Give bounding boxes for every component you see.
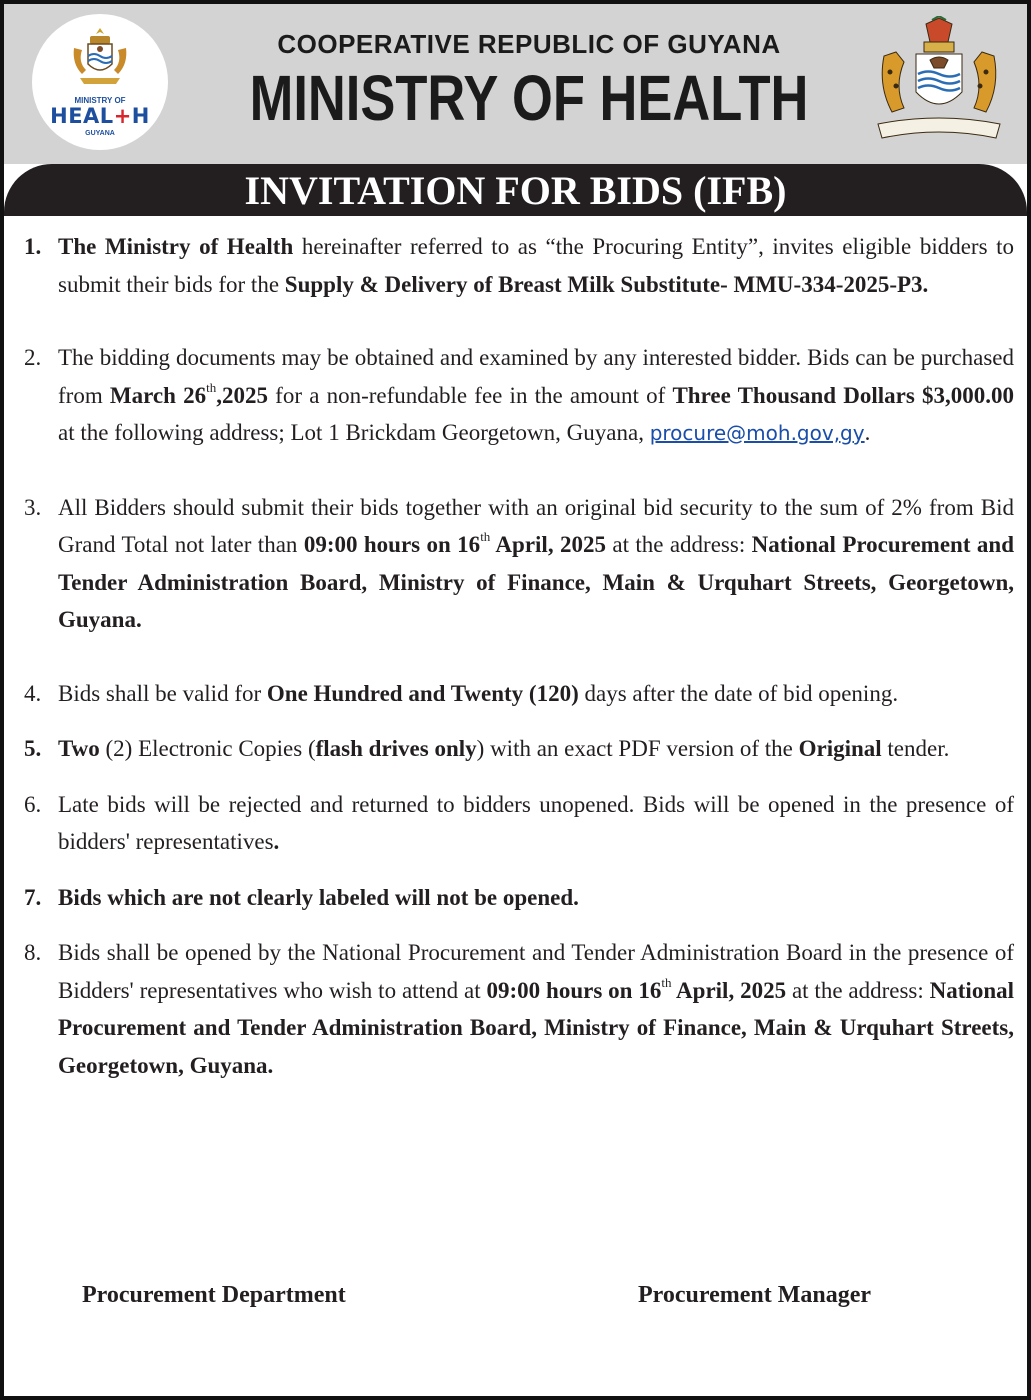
list-item [24,879,1014,917]
item-text: days after the date of bid opening. [578,680,899,706]
item-text: The bidding documents may be obtained and examined by any interested bidder. Bids can be purchased from [58,345,1014,408]
item-text-bold: March 26 [109,382,207,408]
item-text-bold: National Procurement and Tender Administration Board, Ministry of Finance, Main & Urquhart Streets, Georgetown, Guyana. [58,532,1014,632]
ordinal-suffix: th [206,379,217,395]
ordinal-suffix: th [480,529,491,545]
item-number: 6. [24,791,42,817]
item-text-bold: Two [58,736,100,761]
item-number: 1. [24,234,42,259]
ministry-of-health-logo [32,14,168,150]
item-text: tender. [881,736,950,761]
item-text: for a non-refundable fee in the amount of [267,382,673,408]
item-text-bold: Supply & Delivery of Breast Milk Substitute- MMU-334-2025-P3. [284,271,929,297]
item-text: at the following address; Lot 1 Brickdam Georgetown, Guyana, [58,420,650,445]
list-item [24,675,1014,713]
signature-procurement-manager: Procurement Manager [638,1282,872,1308]
list-item [24,228,1014,303]
logo-heal: HEAL [50,104,114,128]
item-text-bold: flash drives only [315,736,477,761]
item-text-bold: Three Thousand Dollars $3,000.00 [672,382,1014,408]
item-text: Late bids will be rejected and returned to bidders unopened. Bids will be opened in the presence of bidders' representatives [58,791,1014,854]
header [4,4,1027,164]
item-number: 8. [24,940,42,965]
item-text-bold: Original [798,736,882,761]
list-item [24,489,1014,639]
list-item [24,339,1014,453]
national-coat-of-arms-icon [874,16,1004,144]
item-number: 7. [24,884,42,910]
item-text-bold: 09:00 hours on 16 [486,977,662,1003]
item-text: All Bidders should submit their bids together with an original bid security to the sum of 2% from Bid Grand Total not later than [58,494,1014,557]
email-link[interactable]: procure@moh.gov,gy [649,421,865,445]
item-text: hereinafter referred to as “the Procuring Entity”, invites eligible bidders to submit their bids for the [58,234,1014,297]
item-text-bold: One Hundred and Twenty (120) [266,680,579,706]
item-number: 4. [24,680,42,706]
logo-guyana: GUYANA [85,130,115,137]
item-text-bold: National Procurement and Tender Administration Board, Ministry of Finance, Main & Urquhart Streets, Georgetown, Guyana. [58,977,1014,1078]
item-text-bold: ,2025 [216,382,268,408]
logo-health-word [32,104,168,128]
item-number: 3. [24,494,42,520]
banner-title: INVITATION FOR BIDS (IFB) [244,168,787,213]
republic-title: COOPERATIVE REPUBLIC OF GUYANA [277,29,781,59]
item-text: at the address: [786,977,930,1003]
logo-cross: + [113,104,132,128]
item-text-bold: April, 2025 [671,977,787,1003]
item-text: (2) Electronic Copies ( [99,736,316,761]
coat-of-arms-icon [66,24,134,92]
item-text-bold: 09:00 hours on 16 [303,532,481,557]
item-number: 5. [24,736,42,761]
list-item [24,786,1014,861]
list-item [24,934,1014,1084]
item-text-bold: April, 2025 [490,532,606,557]
item-number: 2. [24,345,42,370]
list-item [24,730,1014,768]
signature-procurement-department: Procurement Department [82,1282,346,1308]
ministry-title: MINISTRY OF HEALTH [249,62,809,134]
ordinal-suffix: th [661,974,672,990]
logo-ministry-of: MINISTRY OF [74,96,126,105]
item-text-bold: Bids which are not clearly labeled will not be opened. [58,884,579,910]
item-text: Bids shall be valid for [58,680,267,706]
item-text-bold: The Ministry of Health [58,234,294,259]
item-text: . [864,420,871,445]
item-text: Bids shall be opened by the National Procurement and Tender Administration Board in the presence of Bidders' representatives who wish to attend at [58,940,1014,1003]
item-text: at the address: [605,532,752,557]
logo-h: H [131,104,150,128]
bid-terms-list [24,228,1014,1084]
item-text: ) with an exact PDF version of the [476,736,799,761]
item-text-bold: . [273,829,280,854]
